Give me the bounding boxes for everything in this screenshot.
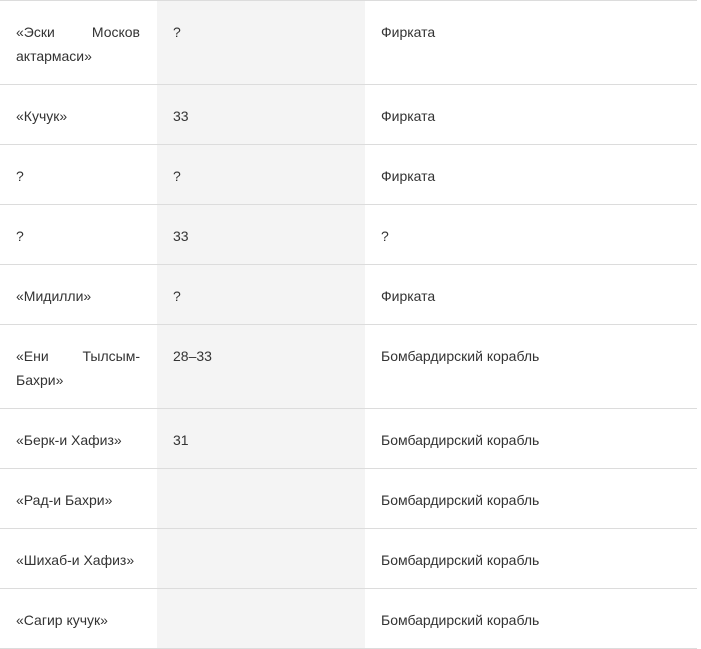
table-row [0,1,697,85]
ship-name-cell: «Кучук» [0,85,157,145]
ship-name-cell: «Шихаб-и Хафиз» [0,529,157,589]
guns-cell: 28–33 [157,325,365,409]
ship-name-cell: «Сагир кучук» [0,589,157,649]
ship-name-cell: «Мидилли» [0,265,157,325]
ship-type-cell: Бомбардирский корабль [365,469,697,529]
ships-table-body [0,1,697,649]
ship-type-cell: Фирката [365,85,697,145]
guns-cell: 33 [157,205,365,265]
ship-name-cell: ? [0,205,157,265]
table-row [0,205,697,265]
guns-cell [157,529,365,589]
ship-type-cell: Бомбардирский корабль [365,409,697,469]
ship-type-cell: Фирката [365,1,697,85]
table-row [0,589,697,649]
ship-name-cell: «Берк-и Хафиз» [0,409,157,469]
guns-cell: 31 [157,409,365,469]
table-row [0,529,697,589]
guns-cell: 33 [157,85,365,145]
guns-cell: ? [157,1,365,85]
guns-cell: ? [157,145,365,205]
table-row [0,145,697,205]
ship-name-cell: «Рад-и Бахри» [0,469,157,529]
table-row [0,85,697,145]
ship-type-cell: Бомбардирский корабль [365,529,697,589]
ship-name-cell: «Эски Москов актармаси» [0,1,157,85]
guns-cell: ? [157,265,365,325]
guns-cell [157,589,365,649]
guns-cell [157,469,365,529]
table-row [0,409,697,469]
table-row [0,325,697,409]
table-row [0,469,697,529]
ship-type-cell: Фирката [365,265,697,325]
table-row [0,265,697,325]
ship-name-cell: ? [0,145,157,205]
ship-type-cell: Бомбардирский корабль [365,589,697,649]
ship-type-cell: ? [365,205,697,265]
ship-type-cell: Фирката [365,145,697,205]
ship-type-cell: Бомбардирский корабль [365,325,697,409]
ship-name-cell: «Ени Тылсым-Бахри» [0,325,157,409]
